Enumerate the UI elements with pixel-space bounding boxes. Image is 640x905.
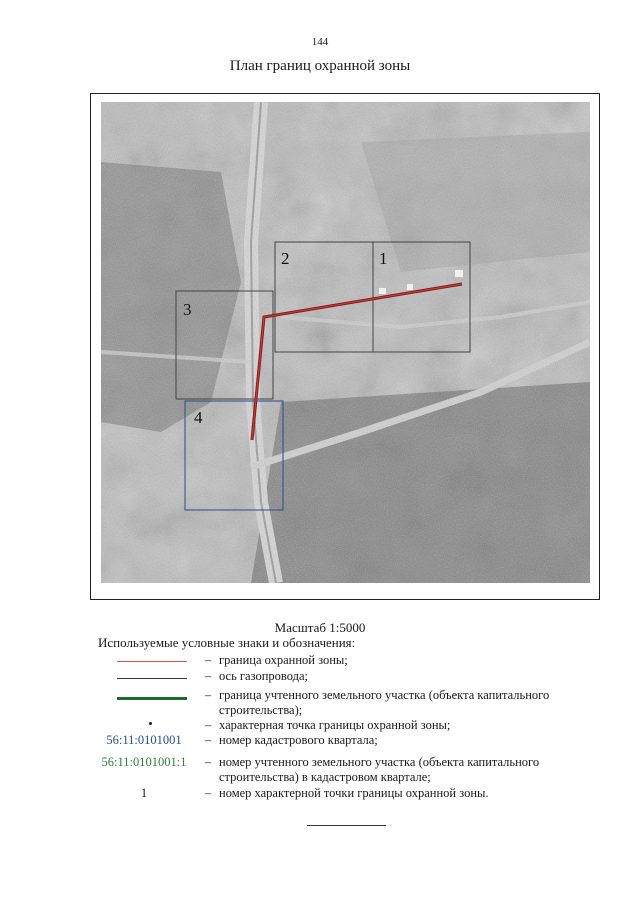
legend-dash: –: [205, 669, 212, 683]
legend-desc: граница охранной зоны;: [219, 653, 348, 667]
legend-key-gas-axis-line: [117, 678, 187, 679]
legend-dash: –: [205, 755, 212, 769]
legend-desc: характерная точка границы охранной зоны;: [219, 718, 451, 732]
legend-key-quarter-number: 56:11:0101001: [106, 733, 182, 747]
zone-label-1: 1: [379, 249, 388, 268]
scale-caption: Масштаб 1:5000: [274, 620, 366, 635]
legend-key-land-plot-line: [117, 697, 187, 700]
legend-dash: –: [205, 733, 212, 747]
legend-key-point-dot: [149, 722, 152, 725]
legend-dash: –: [205, 653, 212, 667]
page-title: План границ охранной зоны: [229, 58, 411, 74]
legend-desc: номер учтенного земельного участка (объекта капитального строительства) в кадастровом квартале;: [219, 755, 540, 784]
legend-key-plot-number: 56:11:0101001:1: [101, 755, 187, 769]
legend-dash: –: [205, 786, 212, 800]
legend-desc: ось газопровода;: [219, 669, 309, 683]
legend-desc: номер кадастрового квартала;: [219, 733, 378, 747]
footer-rule: [307, 825, 386, 826]
legend-title: Используемые условные знаки и обозначения:: [98, 635, 356, 650]
legend-desc: номер характерной точки границы охранной зоны.: [219, 786, 489, 800]
zone-label-2: 2: [281, 249, 290, 268]
legend-key-zone-boundary-line: [117, 661, 187, 662]
legend-dash: –: [205, 688, 212, 702]
page-number: 144: [311, 36, 329, 48]
legend-dash: –: [205, 718, 212, 732]
aerial-photo: [101, 102, 590, 583]
map-frame: [90, 93, 600, 600]
zone-label-4: 4: [194, 408, 203, 427]
legend-desc: граница учтенного земельного участка (объекта капитального строительства);: [219, 688, 550, 717]
legend-key-point-number: 1: [140, 786, 148, 800]
zone-label-3: 3: [183, 300, 192, 319]
